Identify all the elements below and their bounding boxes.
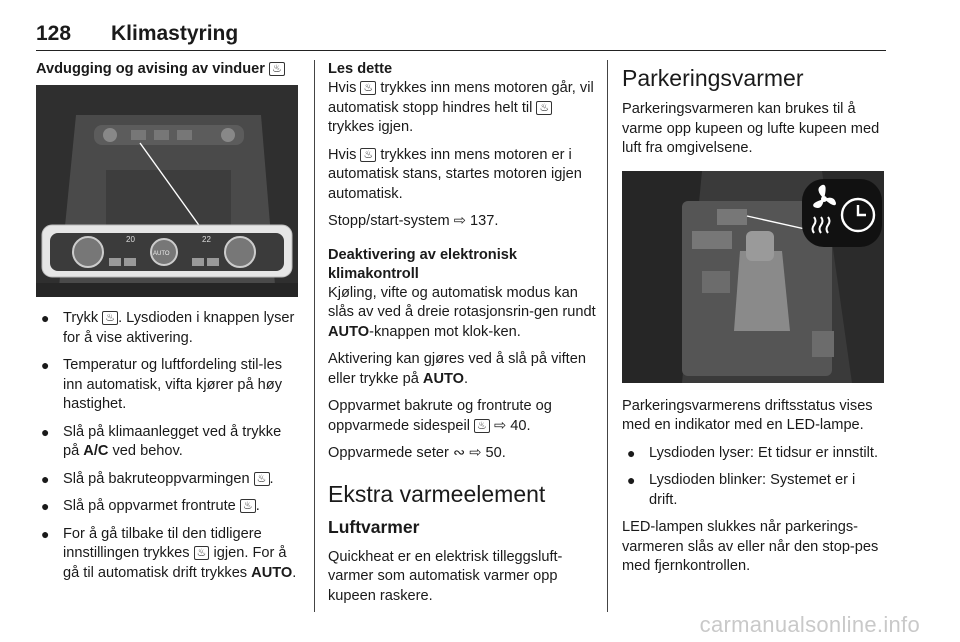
paragraph: Parkeringsvarmeren kan brukes til å varme opp kupeen og lufte kupeen med luft fra omgivelsene. <box>622 101 880 156</box>
extra-heater-heading: Ekstra varmeelement <box>328 480 546 507</box>
rear-window-heat-icon: ♨ <box>254 472 270 486</box>
defrost-steps <box>36 309 301 583</box>
section-title: Klimastyring <box>111 22 239 45</box>
paragraph: Oppvarmede seter ∾ ⇨ 50. <box>328 445 506 461</box>
column-divider <box>314 60 315 612</box>
front-defrost-icon: ♨ <box>102 311 118 325</box>
note-paragraph: Hvis ♨ trykkes inn mens motoren går, vil automatisk stopp hindres helt til ♨ trykkes igjen. <box>328 80 594 135</box>
reference-arrow-icon: ⇨ <box>453 213 466 229</box>
list-item: ● Slå på oppvarmet frontrute ♨ . <box>41 498 260 514</box>
panel-auto-label: AUTO <box>153 251 170 257</box>
front-defrost-icon: ♨ <box>360 148 376 162</box>
watermark: carmanualsonline.info <box>699 612 920 637</box>
list-item: ● Slå på klimaanlegget ved å trykke på A/C ved behov. <box>41 423 282 459</box>
reference-arrow-icon: ⇨ <box>469 445 482 461</box>
air-heater-heading: Luftvarmer <box>328 516 420 537</box>
column-1 <box>36 60 301 591</box>
note-paragraph: Hvis ♨ trykkes inn mens motoren er i automatisk stans, startes motoren igjen automatisk. <box>328 146 582 202</box>
front-defrost-icon: ♨ <box>360 81 376 95</box>
front-defrost-icon: ♨ <box>194 546 210 560</box>
column-2 <box>328 60 598 614</box>
paragraph: LED-lampen slukkes når parkerings-varmeren slås av eller når den stop-pes med fjernkontrollen. <box>622 519 879 574</box>
reference-arrow-icon: ⇨ <box>493 417 507 434</box>
list-item: ● Lysdioden blinker: Systemet er i drift. <box>627 472 856 508</box>
panel-temp-left: 20 <box>126 235 135 244</box>
panel-temp-right: 22 <box>202 235 211 244</box>
list-item: ● Trykk ♨ . Lysdioden i knappen lyser for å vise aktivering. <box>41 310 295 346</box>
climate-panel-photo <box>36 85 298 297</box>
cross-reference: Stopp/start-system ⇨ 137. <box>328 213 499 229</box>
heated-seat-icon: ∾ <box>452 445 466 461</box>
front-defrost-icon: ♨ <box>269 62 285 76</box>
list-item: ● Temperatur og luftfordeling stil-les inn automatisk, vifta kjører på høy hastighet. <box>41 357 283 412</box>
column-divider <box>607 60 608 612</box>
paragraph: Oppvarmet bakrute og frontrute og oppvarmede sidespeil ♨ ⇨ 40. <box>328 398 552 434</box>
column-3 <box>622 60 884 585</box>
rear-window-heat-icon: ♨ <box>474 419 490 433</box>
gear-console-photo <box>622 171 884 383</box>
heated-windscreen-icon: ♨ <box>240 499 256 513</box>
list-item: ● For å gå tilbake til den tidligere innstillingen trykkes ♨ igjen. For å gå til automatisk drift trykkes AUTO. <box>41 525 297 581</box>
paragraph: Quickheat er en elektrisk tilleggsluft-varmer som automatisk varmer opp kupeen raskere. <box>328 548 563 604</box>
note-heading: Les dette <box>328 61 393 77</box>
paragraph: Aktivering kan gjøres ved å slå på viften eller trykke på AUTO. <box>328 351 586 387</box>
list-item: ● Lysdioden lyser: Et tidsur er innstilt. <box>627 444 879 461</box>
list-item: ● Slå på bakruteoppvarmingen ♨ . <box>41 470 274 487</box>
page-header <box>36 12 886 51</box>
led-status-list <box>622 444 884 511</box>
paragraph: Kjøling, vifte og automatisk modus kan slås av ved å dreie rotasjonsrin-gen rundt AUTO-knappen mot klok-ken. <box>328 284 596 340</box>
parking-heater-heading: Parkeringsvarmer <box>622 65 804 91</box>
front-defrost-icon: ♨ <box>536 101 552 115</box>
deactivation-heading: Deaktivering av elektronisk klimakontroll <box>328 246 517 282</box>
paragraph: Parkeringsvarmerens driftsstatus vises med en indikator med en LED-lampe. <box>622 397 873 433</box>
page-number: 128 <box>36 22 72 45</box>
defrost-heading: Avdugging og avising av vinduer ♨ <box>36 60 301 79</box>
